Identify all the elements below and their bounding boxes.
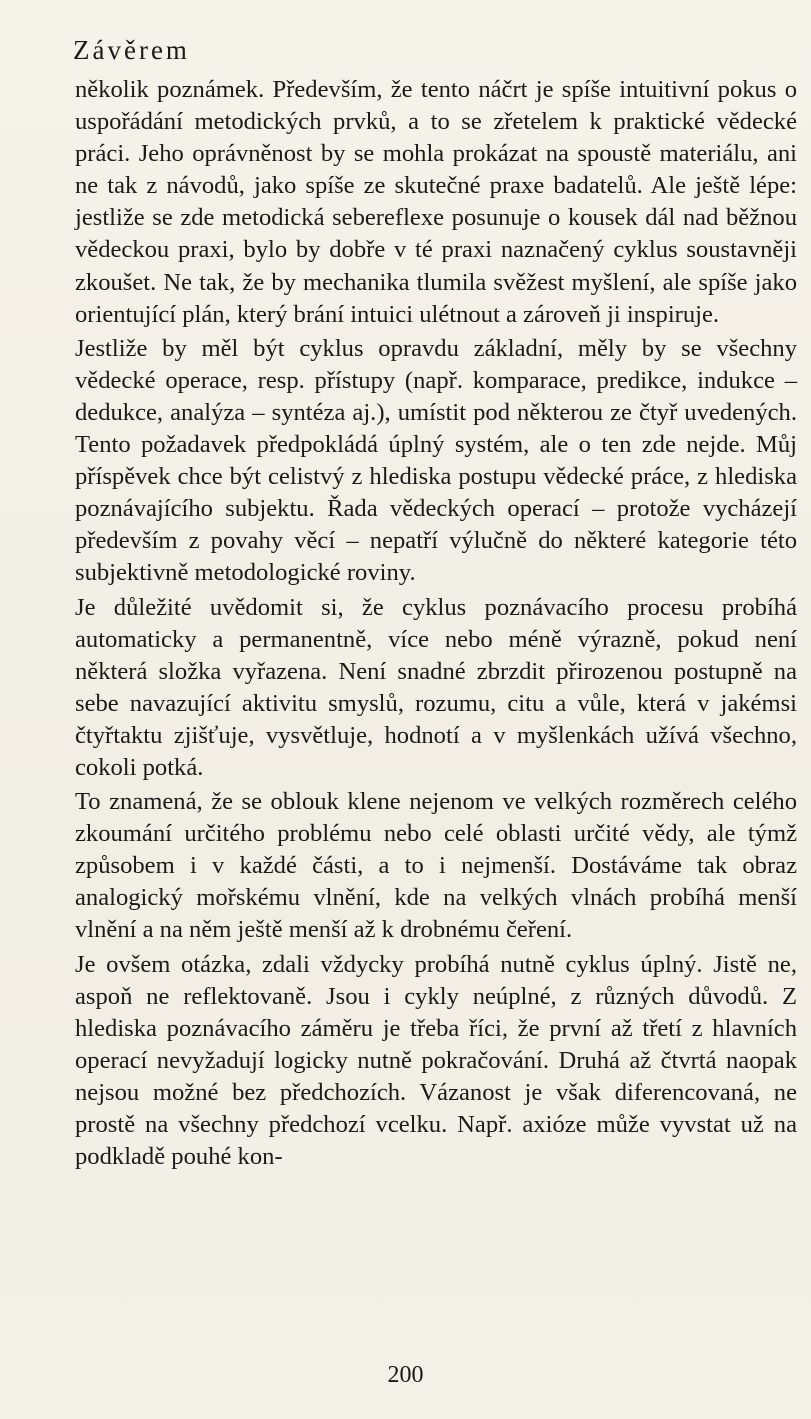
- body-text: [75, 74, 797, 1173]
- page-number: 200: [387, 1362, 424, 1388]
- paragraph: Je důležité uvědomit si, že cyklus poznávacího procesu probíhá automaticky a permanentně, více nebo méně výrazně, pokud není některá složka vyřazena. Není snadné zbrzdit přirozenou postupně na sebe navazující aktivitu smyslů, rozumu, citu a vůle, která v jakémsi čtyřtaktu zjišťuje, vysvětluje, hodnotí a v myšlenkách užívá všechno, cokoli potká.: [75, 593, 797, 781]
- section-heading: Závěrem: [73, 35, 190, 65]
- paragraph: To znamená, že se oblouk klene nejenom ve velkých rozměrech celého zkoumání určitého problému nebo celé oblasti určité vědy, ale týmž způsobem i v každé části, a to i nejmenší. Dostáváme tak obraz analogický mořskému vlnění, kde na velkých vlnách probíhá menší vlnění a na něm ještě menší až k drobnému čeření.: [75, 788, 797, 944]
- paragraph: Jestliže by měl být cyklus opravdu základní, měly by se všechny vědecké operace, resp. přístupy (např. komparace, predikce, indukce – dedukce, analýza – syntéza aj.), umístit pod některou ze čtyř uvedených. Tento požadavek předpokládá úplný systém, ale o ten zde nejde. Můj příspěvek chce být celistvý z hlediska postupu vědecké práce, z hlediska poznávajícího subjektu. Řada vědeckých operací – protože vycházejí především z povahy věcí – nepatří výlučně do některé kategorie této subjektivně metodologické roviny.: [75, 334, 797, 587]
- paragraph: Je ovšem otázka, zdali vždycky probíhá nutně cyklus úplný. Jistě ne, aspoň ne reflektovaně. Jsou i cykly neúplné, z různých důvodů. Z hlediska poznávacího záměru je třeba říci, že první až třetí z hlavních operací nevyžadují logicky nutně pokračování. Druhá až čtvrtá naopak nejsou možné bez předchozích. Vázanost je však diferencovaná, ne prostě na všechny předchozí vcelku. Např. axióze může vyvstat už na podkladě pouhé kon-: [75, 950, 797, 1171]
- paragraph: několik poznámek. Především, že tento náčrt je spíše intuitivní pokus o uspořádání metodických prvků, a to se zřetelem k praktické vědecké práci. Jeho oprávněnost by se mohla prokázat na spoustě materiálu, ani ne tak z návodů, jako spíše ze skutečné praxe badatelů. Ale ještě lépe: jestliže se zde metodická sebereflexe posunuje o kousek dál nad běžnou vědeckou praxi, bylo by dobře v té praxi naznačený cyklus soustavněji zkoušet. Ne tak, že by mechanika tlumila svěžest myšlení, ale spíše jako orientující plán, který brání intuici ulétnout a zároveň ji inspiruje.: [75, 76, 797, 328]
